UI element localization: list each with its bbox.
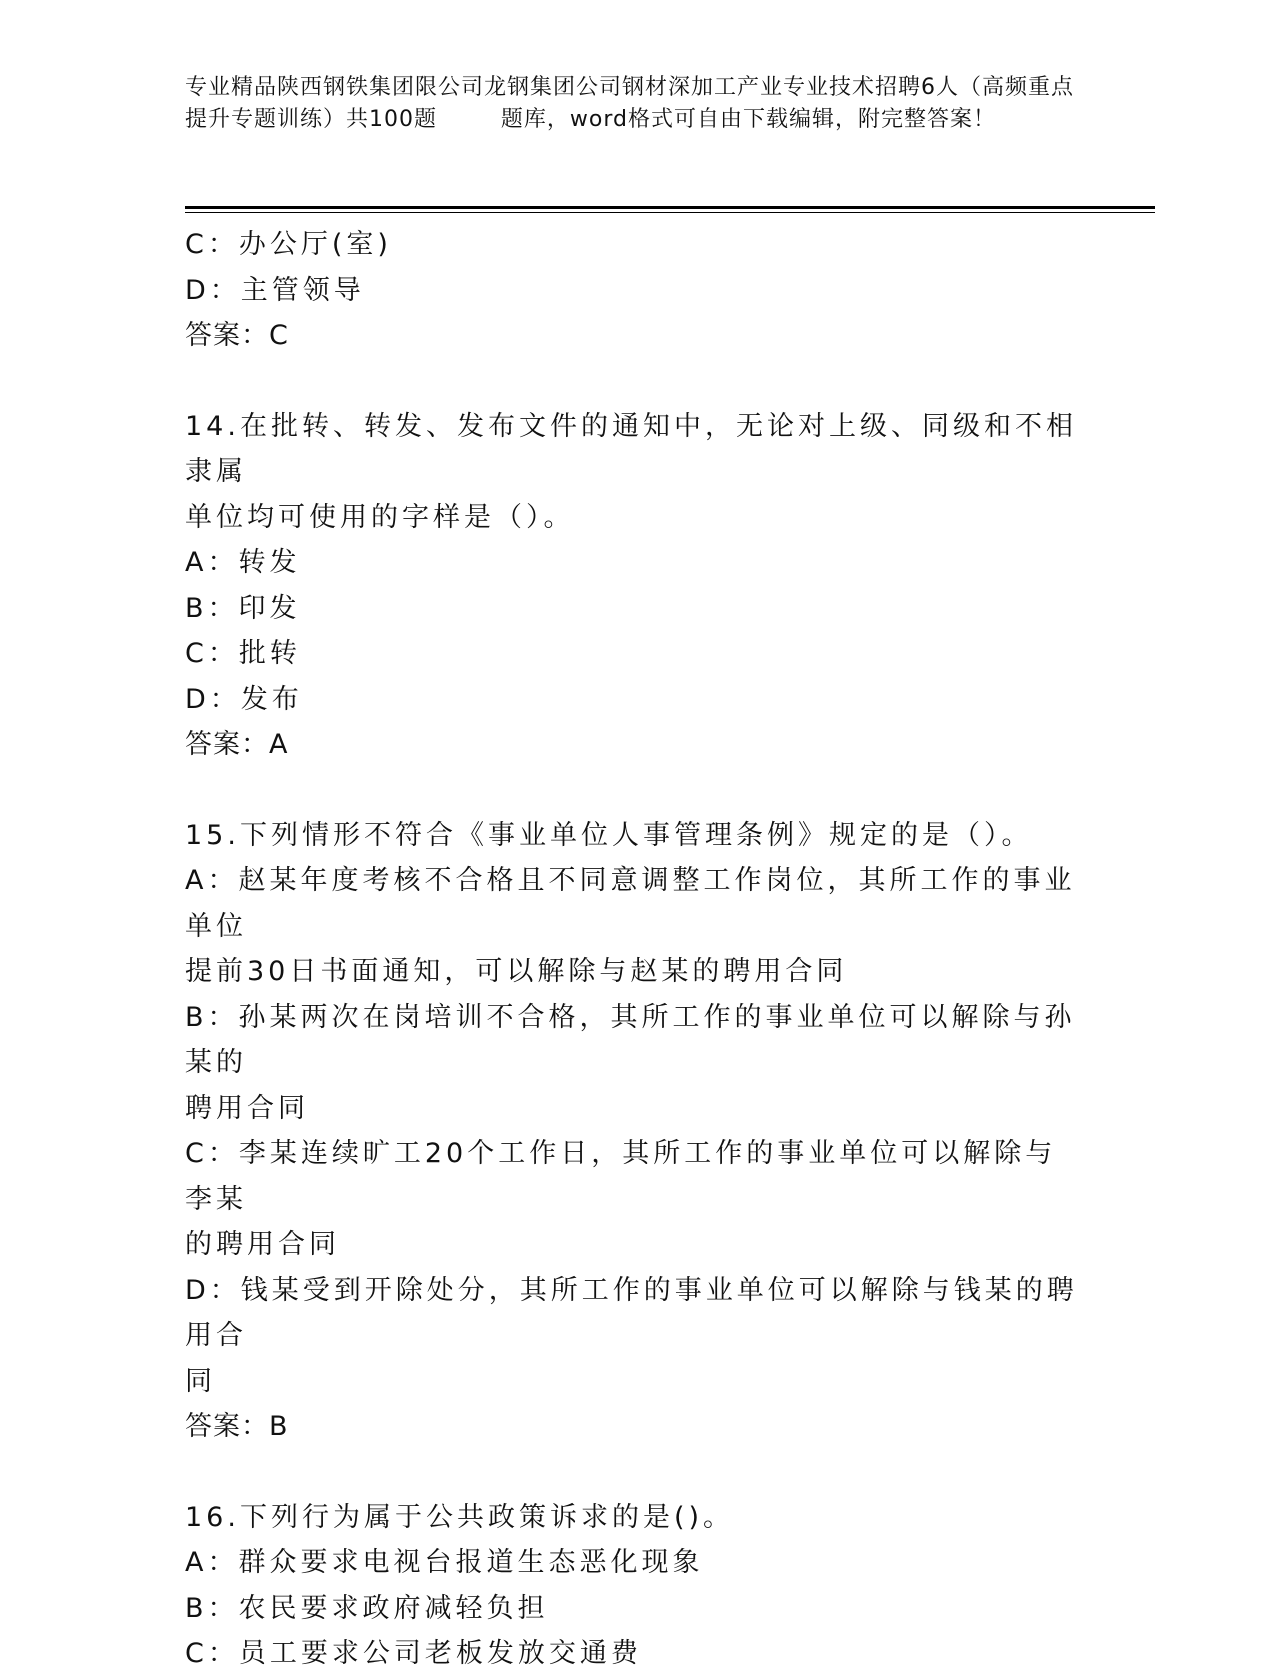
document-header: 专业精品陕西钢铁集团限公司龙钢集团公司钢材深加工产业专业技术招聘6人（高频重点提升专题训练）共100题 题库，word格式可自由下载编辑，附完整答案！ (185, 75, 1074, 132)
q15-option-a-line-1: A：赵某年度考核不合格且不同意调整工作岗位，其所工作的事业单位 (185, 865, 1076, 942)
question-spacer (185, 768, 1085, 813)
q16-option-c: C：员工要求公司老板发放交通费 (185, 1638, 642, 1669)
q13-option-c: C：办公厅(室) (185, 229, 392, 260)
q15-option-a-line-2: 提前30日书面通知，可以解除与赵某的聘用合同 (185, 956, 848, 987)
q16-option-a: A：群众要求电视台报道生态恶化现象 (185, 1547, 704, 1578)
question-16 (185, 1495, 1085, 1677)
q15-option-b-line-2: 聘用合同 (185, 1092, 309, 1124)
q14-stem-line-2: 单位均可使用的字样是（）。 (185, 501, 575, 533)
question-spacer (185, 359, 1085, 404)
question-13-remainder (185, 222, 1085, 359)
question-spacer (185, 1450, 1085, 1495)
q14-stem-line-1: 14.在批转、转发、发布文件的通知中，无论对上级、同级和不相隶属 (185, 410, 1077, 487)
q14-option-d: D：发布 (185, 683, 303, 715)
q15-option-d-line-2: 同 (185, 1365, 216, 1397)
question-14 (185, 404, 1085, 768)
q15-answer: 答案：B (185, 1411, 289, 1442)
q13-option-d: D：主管领导 (185, 274, 365, 306)
q15-option-b-line-1: B：孙某两次在岗培训不合格，其所工作的事业单位可以解除与孙某的 (185, 1001, 1076, 1078)
q14-option-b: B：印发 (185, 592, 301, 624)
q14-option-a: A：转发 (185, 547, 301, 578)
q14-option-c: C：批转 (185, 638, 301, 669)
q16-option-b: B：农民要求政府减轻负担 (185, 1592, 549, 1624)
q15-stem: 15.下列情形不符合《事业单位人事管理条例》规定的是（）。 (185, 819, 1033, 851)
header-rule-thin (185, 212, 1155, 213)
q15-option-c-line-1: C：李某连续旷工20个工作日，其所工作的事业单位可以解除与李某 (185, 1138, 1057, 1215)
q15-option-d-line-1: D：钱某受到开除处分，其所工作的事业单位可以解除与钱某的聘用合 (185, 1274, 1078, 1351)
header-rule-thick (185, 206, 1155, 209)
q15-option-c-line-2: 的聘用合同 (185, 1229, 340, 1260)
q13-answer: 答案：C (185, 320, 289, 351)
q14-answer: 答案：A (185, 729, 289, 760)
question-content (185, 222, 1085, 1677)
q16-stem: 16.下列行为属于公共政策诉求的是()。 (185, 1501, 735, 1533)
question-15 (185, 813, 1085, 1450)
